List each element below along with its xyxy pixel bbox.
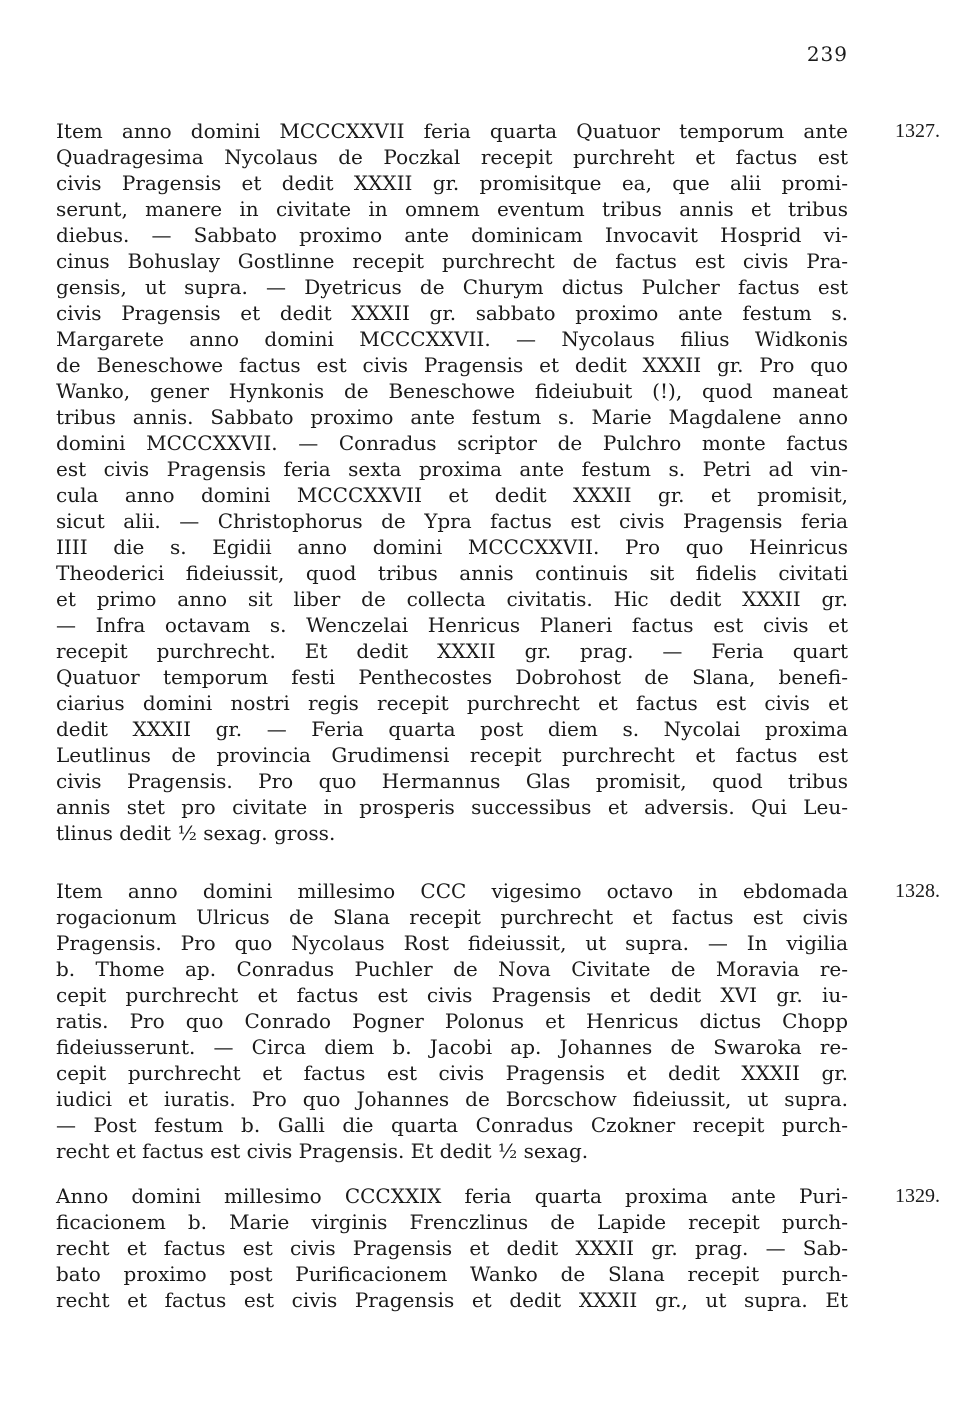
text-line: et primo anno sit liber de collecta civitatis. Hic dedit XXXII gr.: [56, 587, 848, 611]
text-line: serunt, manere in civitate in omnem eventum tribus annis et tribus: [56, 197, 848, 221]
text-line: iudici et iuratis. Pro quo Johannes de Borcschow fideiussit, ut supra.: [56, 1087, 848, 1111]
text-line: recht et factus est civis Pragensis et dedit XXXII gr. prag. — Sab-: [56, 1236, 848, 1260]
text-line: bato proximo post Purificacionem Wanko de Slana recepit purch-: [56, 1262, 848, 1286]
text-line: — Infra octavam s. Wenczelai Henricus Planeri factus est civis et: [56, 613, 848, 637]
text-line: fideiusserunt. — Circa diem b. Jacobi ap. Johannes de Swaroka re-: [56, 1035, 848, 1059]
text-line: b. Thome ap. Conradus Puchler de Nova Civitate de Moravia re-: [56, 957, 848, 981]
text-line: Item anno domini MCCCXXVII feria quarta Quatuor temporum ante: [56, 119, 848, 143]
text-line: ratis. Pro quo Conrado Pogner Polonus et Henricus dictus Chopp: [56, 1009, 848, 1033]
text-line: gensis, ut supra. — Dyetricus de Churym dictus Pulcher factus est: [56, 275, 848, 299]
text-line: cepit purchrecht et factus est civis Pragensis et dedit XXXII gr.: [56, 1061, 848, 1085]
text-line: civis Pragensis et dedit XXXII gr. promisitque ea, que alii promi-: [56, 171, 848, 195]
text-line: dedit XXXII gr. — Feria quarta post diem s. Nycolai proxima: [56, 717, 848, 741]
text-line: Anno domini millesimo CCCXXIX feria quarta proxima ante Puri-: [56, 1184, 848, 1208]
text-line: recht et factus est civis Pragensis. Et dedit ½ sexag.: [56, 1139, 589, 1163]
year-margin-note: 1327.: [895, 120, 940, 142]
year-margin-note: 1328.: [895, 880, 940, 902]
text-line: civis Pragensis. Pro quo Hermannus Glas promisit, quod tribus: [56, 769, 848, 793]
text-line: Quadragesima Nycolaus de Poczkal recepit purchreht et factus est: [56, 145, 848, 169]
text-line: Pragensis. Pro quo Nycolaus Rost fideiussit, ut supra. — In vigilia: [56, 931, 848, 955]
text-line: est civis Pragensis feria sexta proxima ante festum s. Petri ad vin-: [56, 457, 848, 481]
text-line: Item anno domini millesimo CCC vigesimo octavo in ebdomada: [56, 879, 848, 903]
text-line: tlinus dedit ½ sexag. gross.: [56, 821, 336, 845]
text-line: domini MCCCXXVII. — Conradus scriptor de Pulchro monte factus: [56, 431, 848, 455]
text-line: annis stet pro civitate in prosperis successibus et adversis. Qui Leu-: [56, 795, 848, 819]
text-line: recepit purchrecht. Et dedit XXXII gr. prag. — Feria quart: [56, 639, 848, 663]
text-line: ciarius domini nostri regis recepit purchrecht et factus est civis et: [56, 691, 848, 715]
text-line: rogacionum Ulricus de Slana recepit purchrecht et factus est civis: [56, 905, 848, 929]
entry-paragraph: [56, 118, 848, 846]
entry-paragraph: [56, 878, 848, 1164]
text-line: Margarete anno domini MCCCXXVII. — Nycolaus filius Widkonis: [56, 327, 848, 351]
text-line: civis Pragensis et dedit XXXII gr. sabbato proximo ante festum s.: [56, 301, 848, 325]
text-line: Leutlinus de provincia Grudimensi recepit purchrecht et factus est: [56, 743, 848, 767]
text-line: diebus. — Sabbato proximo ante dominicam Invocavit Hosprid vi-: [56, 223, 848, 247]
text-line: sicut alii. — Christophorus de Ypra factus est civis Pragensis feria: [56, 509, 848, 533]
entry-paragraph: [56, 1183, 848, 1313]
text-line: de Beneschowe factus est civis Pragensis et dedit XXXII gr. Pro quo: [56, 353, 848, 377]
year-margin-note: 1329.: [895, 1185, 940, 1207]
text-line: IIII die s. Egidii anno domini MCCCXXVII. Pro quo Heinricus: [56, 535, 848, 559]
text-line: Theoderici fideiussit, quod tribus annis continuis sit fidelis civitati: [56, 561, 848, 585]
text-line: recht et factus est civis Pragensis et dedit XXXII gr., ut supra. Et: [56, 1288, 848, 1312]
text-line: cula anno domini MCCCXXVII et dedit XXXII gr. et promisit,: [56, 483, 848, 507]
page-number: 239: [806, 42, 848, 66]
text-line: Quatuor temporum festi Penthecostes Dobrohost de Slana, benefi-: [56, 665, 848, 689]
text-line: tribus annis. Sabbato proximo ante festum s. Marie Magdalene anno: [56, 405, 848, 429]
text-line: — Post festum b. Galli die quarta Conradus Czokner recepit purch-: [56, 1113, 848, 1137]
text-line: ficacionem b. Marie virginis Frenczlinus de Lapide recepit purch-: [56, 1210, 848, 1234]
text-line: cepit purchrecht et factus est civis Pragensis et dedit XVI gr. iu-: [56, 983, 848, 1007]
text-line: Wanko, gener Hynkonis de Beneschowe fideiubuit (!), quod maneat: [56, 379, 848, 403]
text-line: cinus Bohuslay Gostlinne recepit purchrecht de factus est civis Pra-: [56, 249, 848, 273]
